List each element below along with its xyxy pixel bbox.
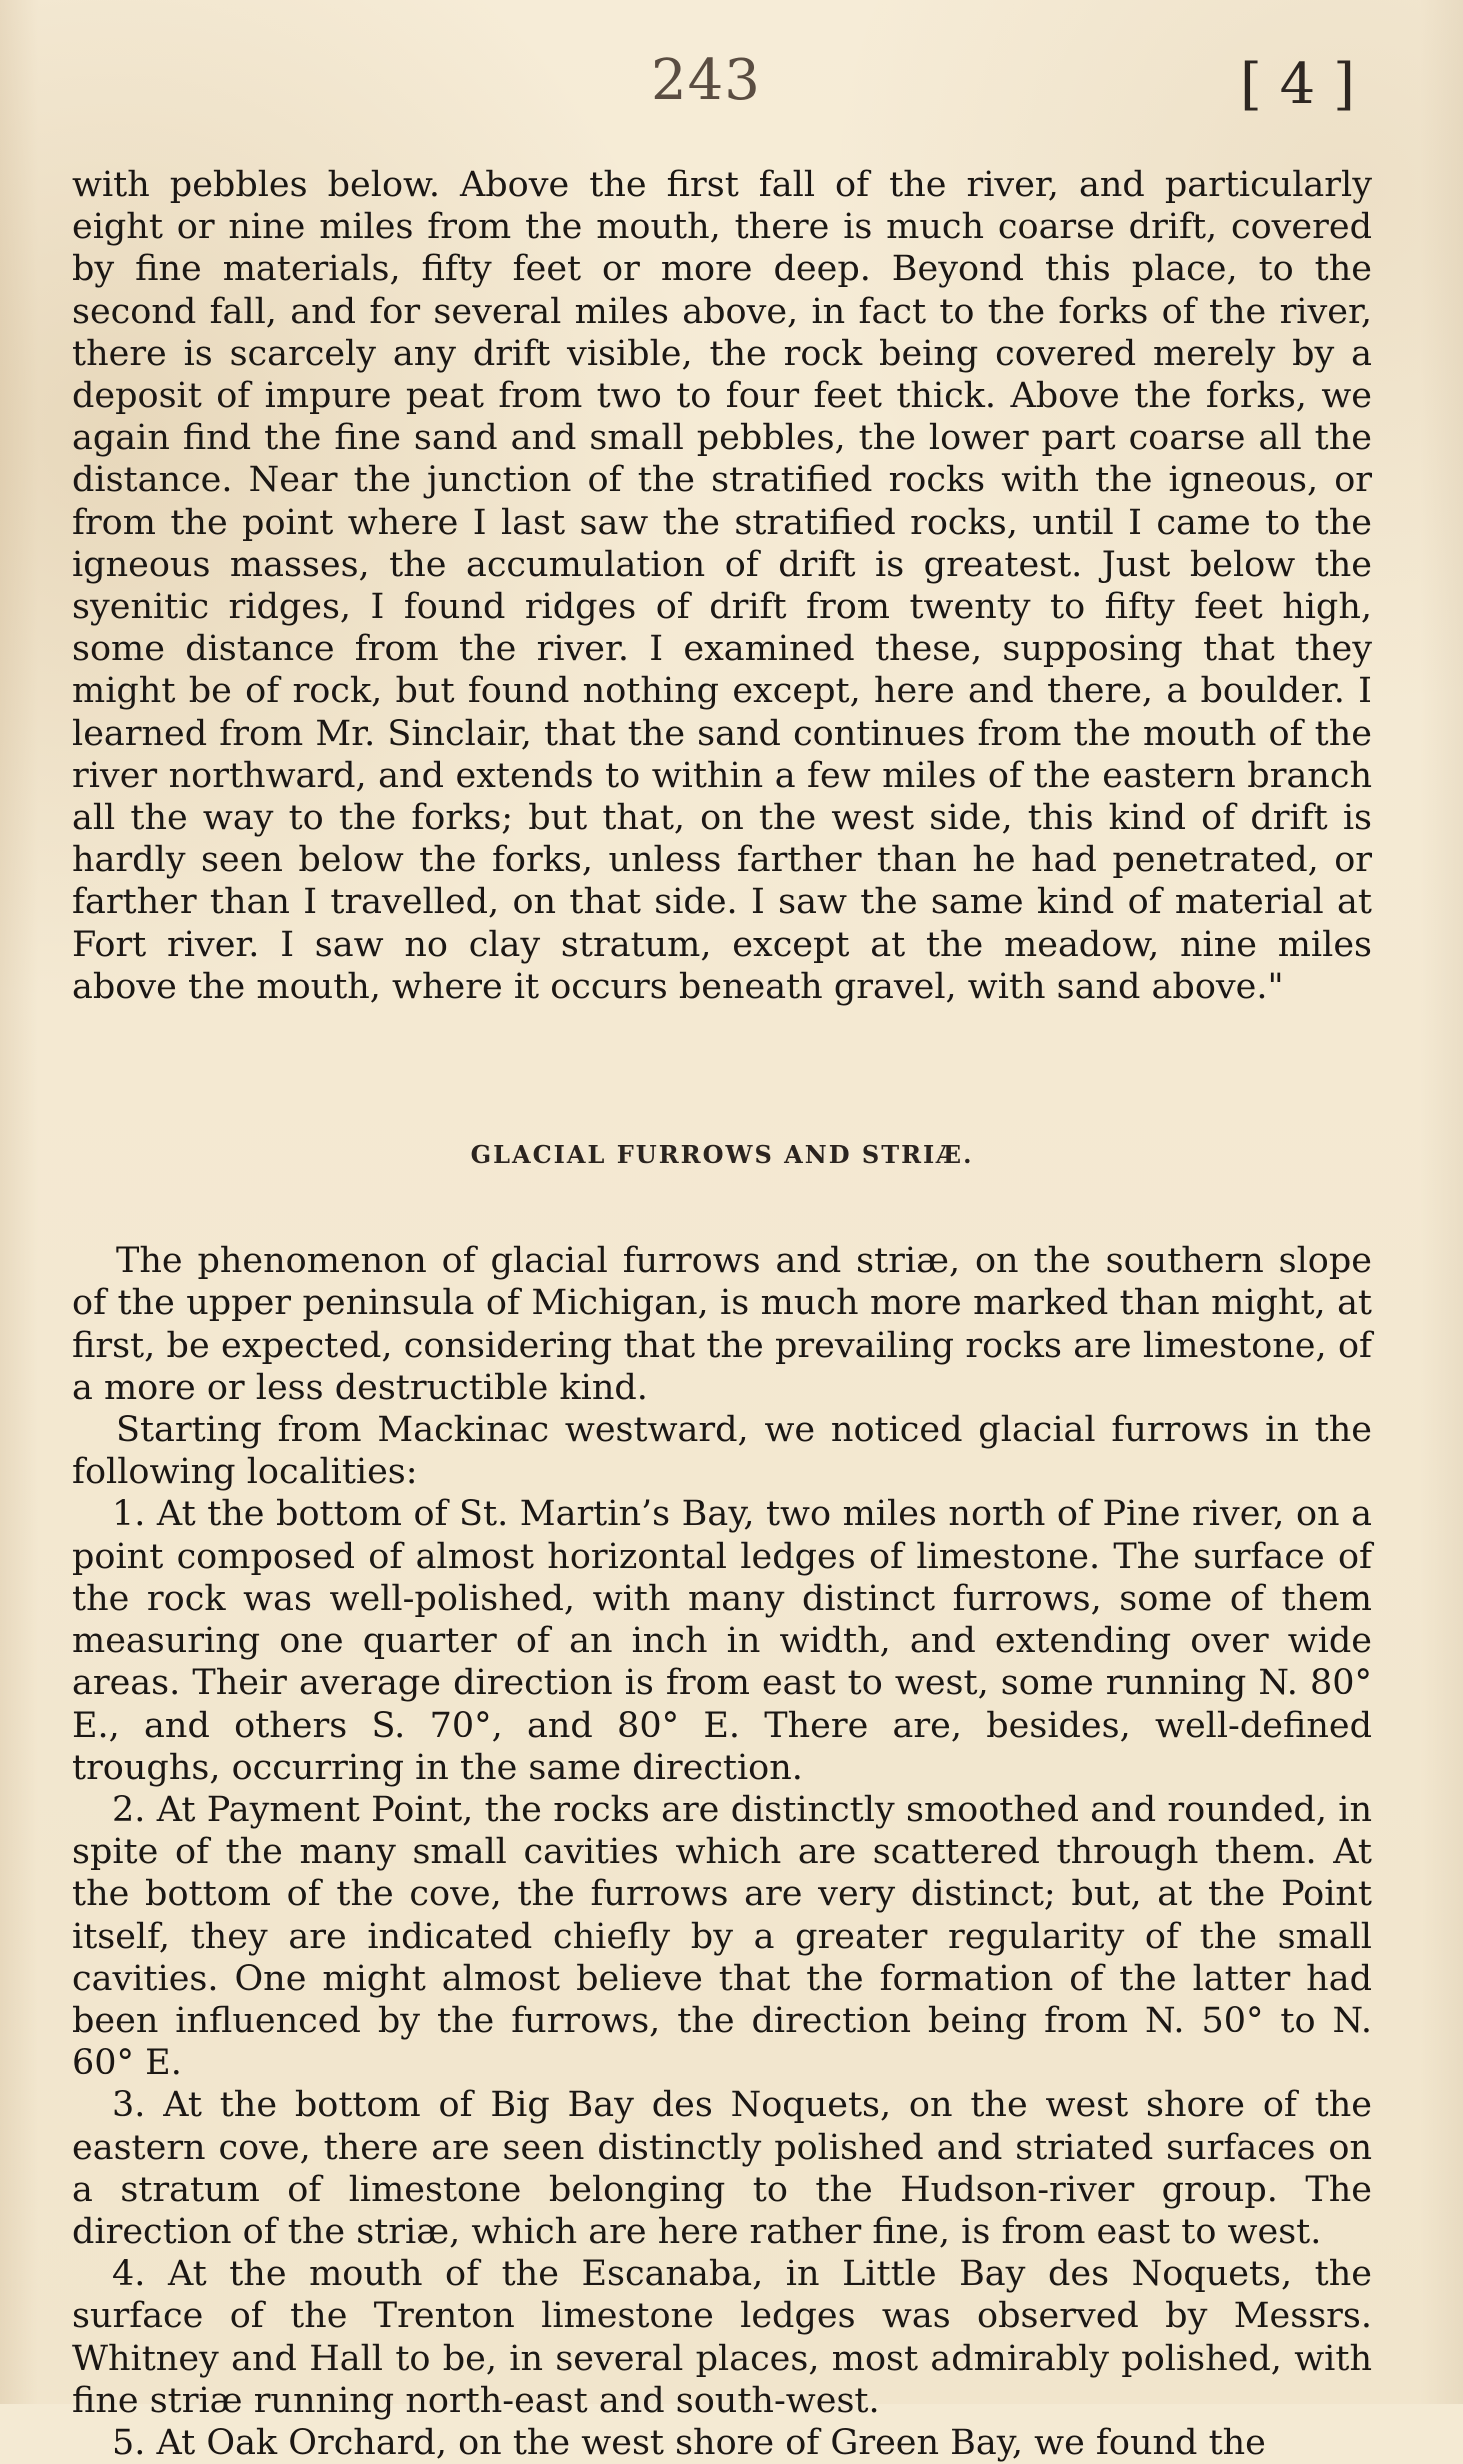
page-header [0,36,1463,126]
locality-item-4: 4. At the mouth of the Escanaba, in Little Bay des Noquets, the surface of the Trenton limestone ledges was observed by Messrs. Whitney and Hall to be, in several places, most admirably polished, with fine striæ running north-east and south-west. [72,2254,1372,2421]
locality-item-5: 5. At Oak Orchard, on the west shore of Green Bay, we found the [112,2422,1266,2463]
locality-item-2: 2. At Payment Point, the rocks are distinctly smoothed and rounded, in spite of the many small cavities which are scattered through them. At the bottom of the cove, the furrows are very distinct; but, at the Point itself, they are indicated chiefly by a greater regularity of the small cavities. One might almost believe that the formation of the latter had been influenced by the furrows, the direction being from N. 50° to N. 60° E. [72,1789,1372,2084]
intro-paragraph: The phenomenon of glacial furrows and striæ, on the southern slope of the upper peninsula of Michigan, is much more marked than might, at first, be expected, considering that the prevailing rocks are limestone, of a more or less destructible kind. [72,1241,1372,1408]
opening-paragraph: with pebbles below. Above the first fall of the river, and particularly eight or nine miles from the mouth, there is much coarse drift, covered by fine materials, fifty feet or more deep. Beyond this place, to the second fall, and for several miles above, in fact to the forks of the river, there is scarcely any drift visible, the rock being covered merely by a deposit of impure peat from two to four feet thick. Above the forks, we again find the fine sand and small pebbles, the lower part coarse all the distance. Near the junction of the stratified rocks with the igneous, or from the point where I last saw the stratified rocks, until I came to the igneous masses, the accumulation of drift is greatest. Just below the syenitic ridges, I found ridges of drift from twenty to fifty feet high, some distance from the river. I examined these, supposing that they might be of rock, but found nothing except, here and there, a boulder. I learned from Mr. Sinclair, that the sand continues from the mouth of the river northward, and extends to within a few miles of the eastern branch all the way to the forks; but that, on the west side, this kind of drift is hardly seen below the forks, unless farther than he had penetrated, or farther than I travelled, on that side. I saw the same kind of material at Fort river. I saw no clay stratum, except at the meadow, nine miles above the mouth, where it occurs beneath gravel, with sand above." [72,165,1372,1007]
page-content [72,164,1372,2464]
locality-item-3: 3. At the bottom of Big Bay des Noquets, on the west shore of the eastern cove, there are seen distinctly polished and striated surfaces on a stratum of limestone belonging to the Hudson-river group. The direction of the striæ, which are here rather fine, is from east to west. [72,2085,1372,2252]
starting-paragraph: Starting from Mackinac westward, we noticed glacial furrows in the following localities: [72,1410,1372,1493]
document-number: [ 4 ] [1240,52,1355,117]
section-title: GLACIAL FURROWS AND STRIÆ. [470,1140,974,1170]
locality-item-1: 1. At the bottom of St. Martin’s Bay, two miles north of Pine river, on a point composed of almost horizontal ledges of limestone. The surface of the rock was well-polished, with many distinct furrows, some of them measuring one quarter of an inch in width, and extending over wide areas. Their average direction is from east to west, some running N. 80° E., and others S. 70°, and 80° E. There are, besides, well-defined troughs, occurring in the same direction. [72,1494,1372,1788]
page-number: 243 [651,48,761,113]
